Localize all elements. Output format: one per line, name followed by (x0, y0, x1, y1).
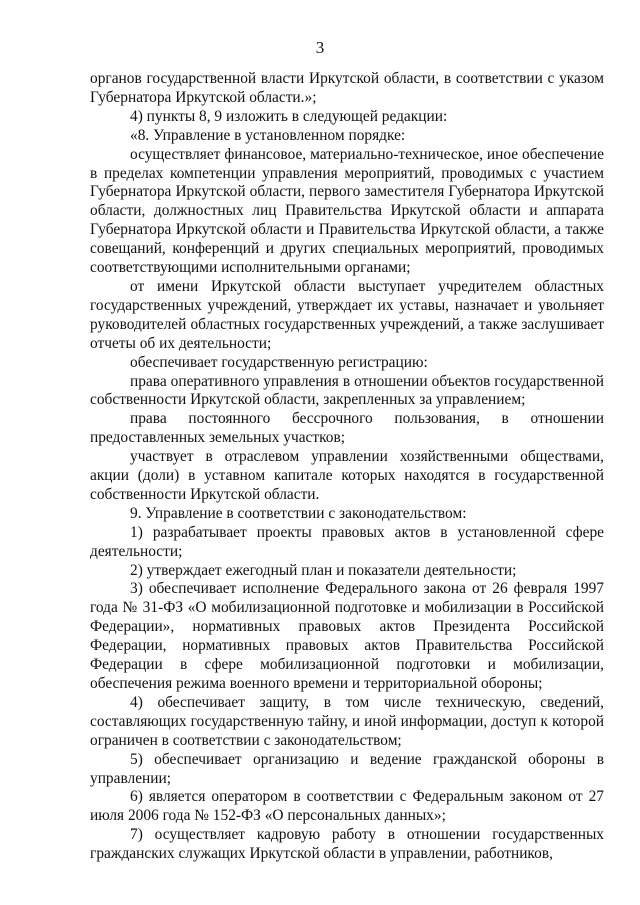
paragraph: 9. Управление в соответствии с законодательством: (130, 504, 467, 522)
paragraph: 1) разрабатывает проекты правовых актов в установленной сфере деятельности; (90, 523, 604, 560)
paragraph: права оперативного управления в отношении объектов государственной собственности Иркутской области, закрепленных за управлением; (90, 372, 604, 409)
paragraph: 7) осуществляет кадровую работу в отношении государственных гражданских служащих Иркутской области в управлении, работников, (90, 826, 604, 863)
paragraph: органов государственной власти Иркутской области, в соответствии с указом Губернатора Иркутской области.»; (90, 70, 604, 106)
paragraph: «8. Управление в установленном порядке: (130, 126, 406, 144)
paragraph: 4) обеспечивает защиту, в том числе техническую, сведений, составляющих государственную тайну, и иной информации, доступ к которой ограничен в соответствии с законодательством; (90, 693, 604, 749)
page-number: 3 (315, 38, 325, 57)
paragraph: 2) утверждает ежегодный план и показатели деятельности; (130, 561, 517, 579)
paragraph: 5) обеспечивает организацию и ведение гражданской обороны в управлении; (90, 750, 604, 787)
paragraph: 3) обеспечивает исполнение Федерального закона от 26 февраля 1997 года № 31-ФЗ «О мобилизационной подготовке и мобилизации в Российской Федерации», нормативных правовых актов Президента Российской Федерации, нормативных правовых актов Правительства Российской Федерации в сфере мобилизационной подготовки и мобилизации, обеспечения режима военного времени и территориальной обороны; (90, 580, 604, 692)
paragraph: от имени Иркутской области выступает учредителем областных государственных учреждений, утверждает их уставы, назначает и увольняет руководителей областных государственных учреждений, а также заслушивает отчеты об их деятельности; (90, 277, 604, 352)
document-body (90, 70, 604, 864)
paragraph: 6) является оператором в соответствии с Федеральным законом от 27 июля 2006 года № 152-ФЗ «О персональных данных»; (90, 788, 604, 825)
paragraph: обеспечивает государственную регистрацию: (130, 353, 428, 371)
paragraph: права постоянного бессрочного пользования, в отношении предоставленных земельных участков; (90, 410, 604, 447)
paragraph: 4) пункты 8, 9 изложить в следующей редакции: (130, 107, 448, 125)
paragraph: участвует в отраслевом управлении хозяйственными обществами, акции (доли) в уставном капитале которых находятся в государственной собственности Иркутской области. (90, 448, 604, 503)
paragraph: осуществляет финансовое, материально-техническое, иное обеспечение в пределах компетенции управления мероприятий, проводимых с участием Губернатора Иркутской области, первого заместителя Губернатора Иркутской области, должностных лиц Правительства Иркутской области и аппарата Губернатора Иркутской области и Правительства Иркутской области, а также совещаний, конференций и других специальных мероприятий, проводимых соответствующими исполнительными органами; (90, 145, 604, 277)
